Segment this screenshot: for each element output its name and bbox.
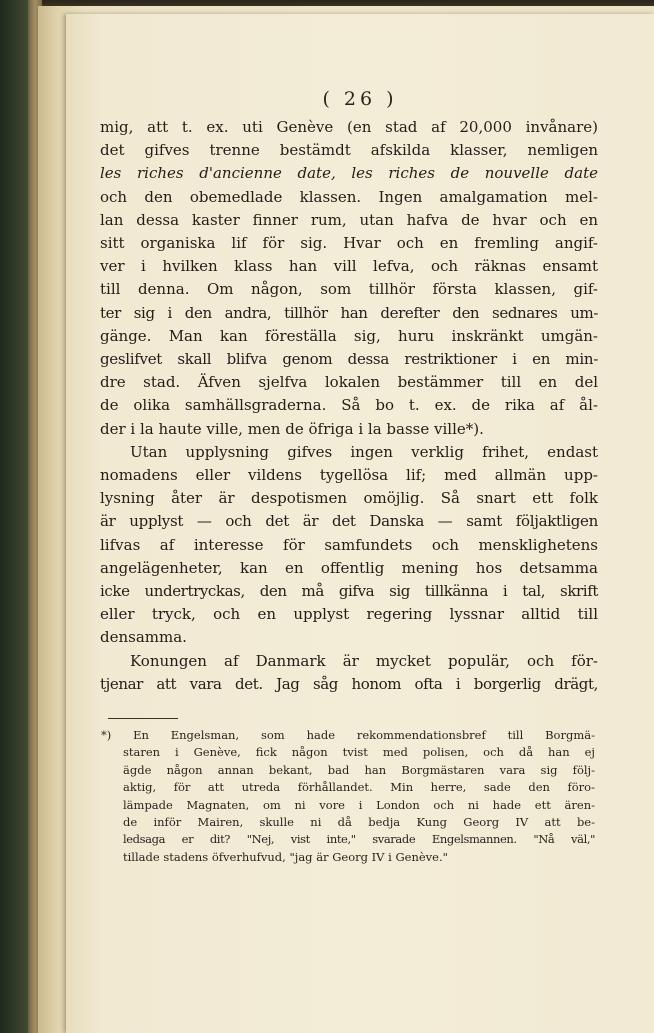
text-line: les riches d'ancienne date, les riches de nouvelle date (100, 164, 598, 183)
footnote-line: lämpade Magnaten, om ni vore i London och ni hade ett ären- (123, 797, 595, 812)
text-line: geslifvet skall blifva genom dessa restriktioner i en min- (100, 350, 598, 369)
text-line: mig, att t. ex. uti Genève (en stad af 20,000 invånare) (100, 118, 598, 136)
text-line: och den obemedlade klassen. Ingen amalgamation mel- (100, 187, 598, 206)
text-line: icke undertryckas, den må gifva sig tillkänna i tal, skrift (100, 582, 598, 601)
text-line: ter sig i den andra, tillhör han derefter den sednares um- (100, 303, 598, 322)
footnote-line: ägde någon annan bekant, bad han Borgmästaren vara sig följ- (123, 762, 595, 777)
text-line: der i la haute ville, men de öfriga i la basse ville*). (100, 419, 484, 438)
text-line: nomadens eller vildens tygellösa lif; med allmän upp- (100, 466, 598, 485)
text-line: eller tryck, och en upplyst regering lyssnar alltid till (100, 605, 598, 624)
body-text (100, 116, 598, 696)
text-line: lan dessa kaster finner rum, utan hafva de hvar och en (100, 210, 598, 229)
text-line: det gifves trenne bestämdt afskilda klasser, nemligen (100, 141, 598, 160)
text-line: dre stad. Äfven sjelfva lokalen bestämmer till en del (100, 373, 598, 392)
footnote (101, 727, 595, 866)
footnote-line: de inför Mairen, skulle ni då bedja Kung Georg IV att be- (123, 815, 595, 830)
text-line: angelägenheter, kan en offentlig mening hos detsamma (100, 558, 598, 577)
text-line: gänge. Man kan föreställa sig, huru inskränkt umgän- (100, 326, 598, 345)
text-line: till denna. Om någon, som tillhör första klassen, gif- (100, 280, 598, 299)
footnote-line: aktig, för att utreda förhållandet. Min herre, sade den föro- (123, 780, 595, 795)
page-number: ( 26 ) (322, 88, 398, 110)
text-line: Utan upplysning gifves ingen verklig frihet, endast (130, 442, 598, 461)
footnote-line: tillade stadens öfverhufvud, "jag är Georg IV i Genève." (123, 849, 448, 864)
footnote-line: *) En Engelsman, som hade rekommendationsbref till Borgmä- (101, 728, 595, 742)
text-line: ver i hvilken klass han vill lefva, och räknas ensamt (100, 257, 598, 276)
text-line: lysning åter är despotismen omöjlig. Så snart ett folk (100, 489, 598, 508)
text-line: densamma. (100, 628, 187, 647)
footnote-line: staren i Genève, fick någon tvist med polisen, och då han ej (123, 745, 595, 760)
text-line: är upplyst — och det är det Danska — samt följaktligen (100, 512, 598, 531)
footnote-divider (108, 718, 178, 719)
text-line: lifvas af interesse för samfundets och mensklighetens (100, 535, 598, 554)
text-line: Konungen af Danmark är mycket populär, och för- (130, 651, 598, 670)
text-line: sitt organiska lif för sig. Hvar och en fremling angif- (100, 234, 598, 253)
text-line: de olika samhällsgraderna. Så bo t. ex. de rika af ål- (100, 396, 598, 415)
footnote-line: ledsaga er dit? "Nej, vist inte," svarade Engelsmannen. "Nå väl," (123, 832, 595, 847)
text-line: tjenar att vara det. Jag såg honom ofta i borgerlig drägt, (100, 674, 598, 693)
